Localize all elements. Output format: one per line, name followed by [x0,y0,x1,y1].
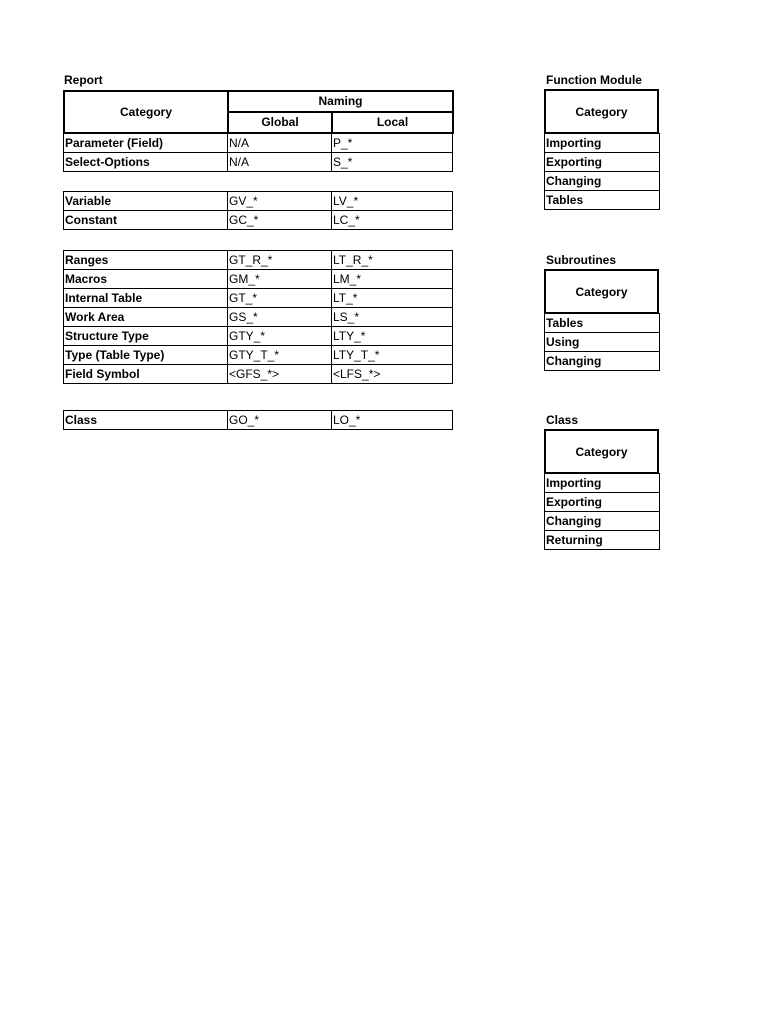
row-global: GV_* [228,192,332,211]
row-category: Parameter (Field) [64,134,228,153]
row-local: <LFS_*> [332,365,453,384]
row-category: Structure Type [64,327,228,346]
row-category: Select-Options [64,153,228,172]
row-local: LV_* [332,192,453,211]
function-module-title: Function Module [546,73,642,87]
row-global: GTY_T_* [228,346,332,365]
row-global: N/A [228,153,332,172]
list-item: Tables [545,191,660,210]
row-local: LS_* [332,308,453,327]
row-global: GS_* [228,308,332,327]
row-global: N/A [228,134,332,153]
row-local: LTY_T_* [332,346,453,365]
report-group-1 [63,133,453,172]
row-local: LC_* [332,211,453,230]
row-local: LT_R_* [332,251,453,270]
table-row [64,270,453,289]
category-header: Category [64,91,228,133]
table-row [64,308,453,327]
table-row [64,251,453,270]
row-global: GC_* [228,211,332,230]
function-module-category-header: Category [544,89,659,134]
list-item: Importing [545,474,660,493]
class-title: Class [546,413,579,427]
row-global: GO_* [228,411,332,430]
report-group-2 [63,191,453,230]
list-item: Changing [545,352,660,371]
row-category: Internal Table [64,289,228,308]
subroutines-category-header: Category [544,269,659,314]
list-item: Exporting [545,493,660,512]
row-category: Constant [64,211,228,230]
subroutines-title: Subroutines [546,253,617,267]
row-category: Ranges [64,251,228,270]
row-category: Macros [64,270,228,289]
list-item: Returning [545,531,660,550]
row-category: Type (Table Type) [64,346,228,365]
row-global: GT_* [228,289,332,308]
row-global: <GFS_*> [228,365,332,384]
list-item: Exporting [545,153,660,172]
list-item: Using [545,333,660,352]
table-row [64,153,453,172]
row-global: GT_R_* [228,251,332,270]
report-group-4 [63,410,453,430]
table-row [64,134,453,153]
class-category-header: Category [544,429,659,474]
row-local: LTY_* [332,327,453,346]
row-local: LM_* [332,270,453,289]
table-row [64,211,453,230]
row-local: LT_* [332,289,453,308]
table-row [64,327,453,346]
local-header: Local [332,112,453,133]
table-row [64,411,453,430]
table-row [64,346,453,365]
global-header: Global [228,112,332,133]
row-category: Class [64,411,228,430]
row-global: GTY_* [228,327,332,346]
report-group-3 [63,250,453,384]
row-category: Variable [64,192,228,211]
list-item: Changing [545,512,660,531]
list-item: Tables [545,314,660,333]
subroutines-table [544,313,660,371]
class-table [544,473,660,550]
row-local: S_* [332,153,453,172]
row-local: LO_* [332,411,453,430]
function-module-table [544,133,660,210]
table-row [64,289,453,308]
naming-header: Naming [228,91,453,112]
list-item: Changing [545,172,660,191]
row-local: P_* [332,134,453,153]
list-item: Importing [545,134,660,153]
report-title: Report [64,73,103,87]
row-category: Field Symbol [64,365,228,384]
row-category: Work Area [64,308,228,327]
row-global: GM_* [228,270,332,289]
report-header-table [63,90,454,134]
table-row [64,365,453,384]
table-row [64,192,453,211]
